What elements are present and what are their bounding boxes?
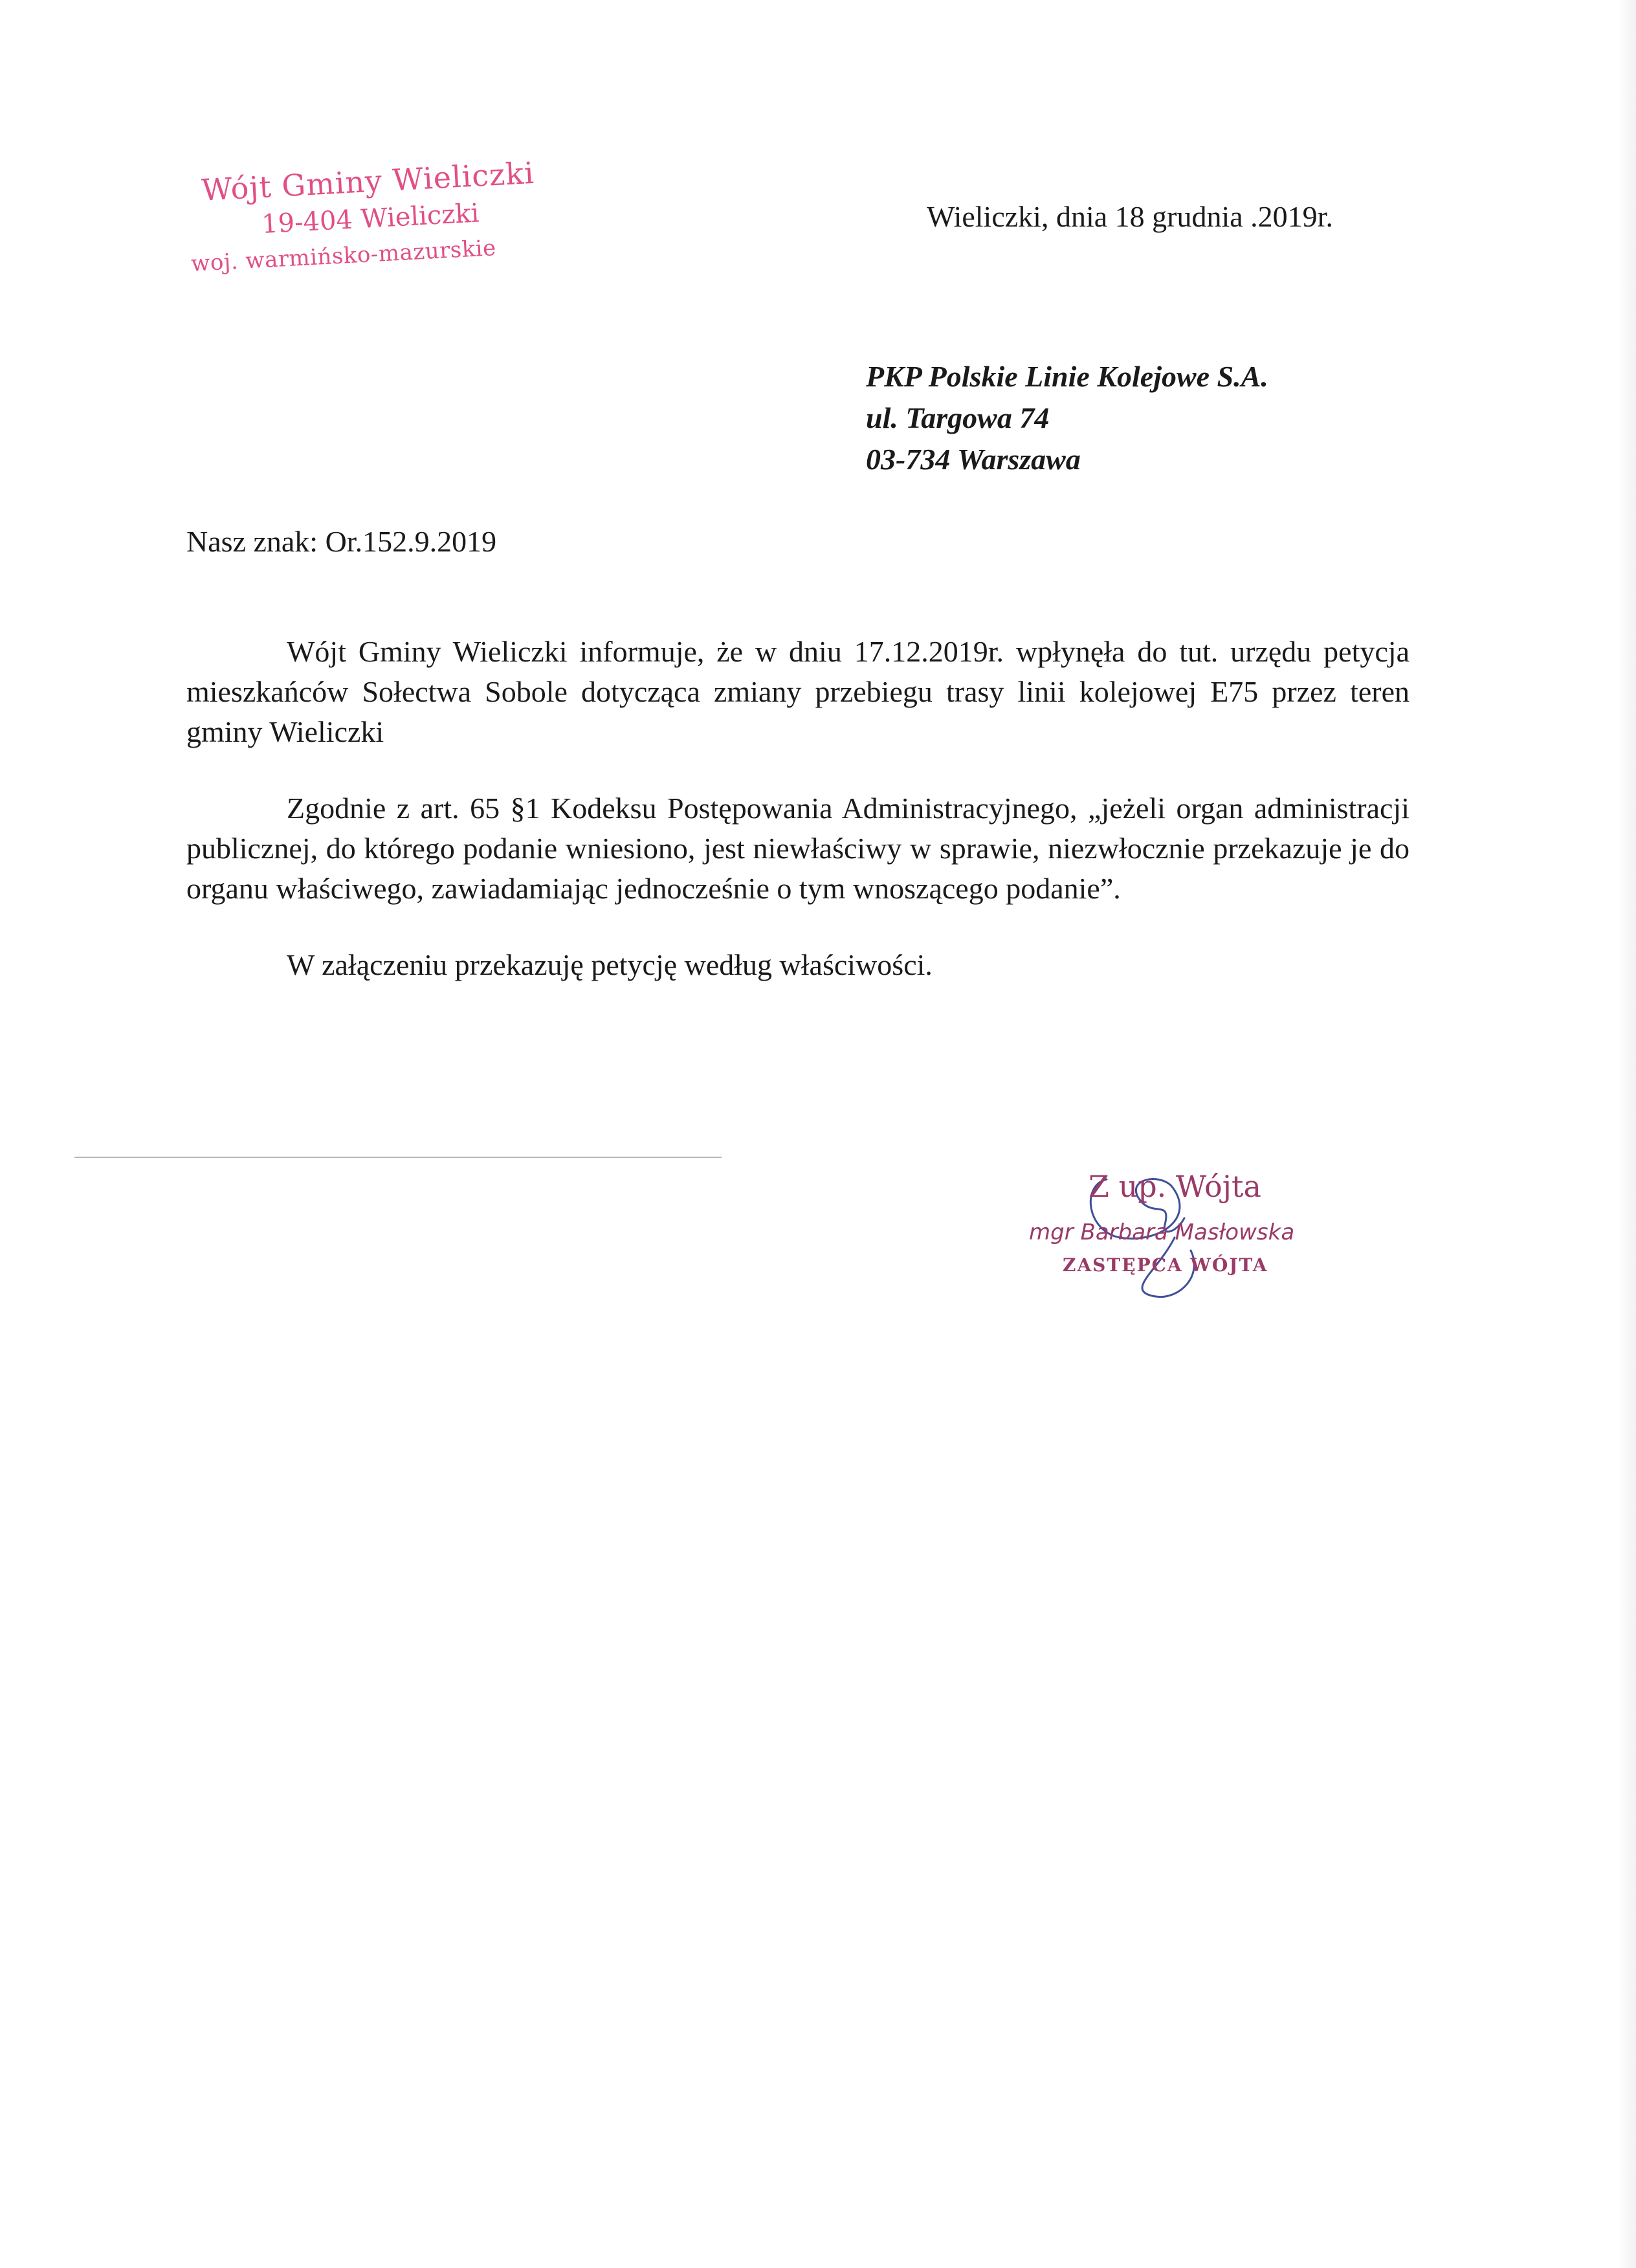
reference-number: Nasz znak: Or.152.9.2019 bbox=[186, 525, 497, 558]
letter-body bbox=[186, 632, 1409, 1021]
stamp-line-postcode: 19-404 Wieliczki bbox=[261, 198, 480, 239]
divider-line bbox=[74, 1157, 722, 1158]
recipient-address bbox=[866, 356, 1268, 480]
paragraph-legal-basis: Zgodnie z art. 65 §1 Kodeksu Postępowania Administracyjnego, „jeżeli organ administracji publicznej, do którego podanie wniesiono, jest niewłaściwy w sprawie, niezwłocznie przekazuje je do organu właściwego, zawiadamiając jednocześnie o tym wnoszącego podanie”. bbox=[186, 792, 1409, 905]
recipient-street: ul. Targowa 74 bbox=[866, 401, 1050, 434]
stamp-line-office: Wójt Gminy Wieliczki bbox=[200, 155, 536, 208]
recipient-name: PKP Polskie Linie Kolejowe S.A. bbox=[866, 360, 1268, 393]
signature-authority: Z up. Wójta bbox=[1089, 1169, 1261, 1204]
recipient-city: 03-734 Warszawa bbox=[866, 443, 1081, 476]
letter-date: Wieliczki, dnia 18 grudnia .2019r. bbox=[927, 200, 1333, 233]
signature-name: mgr Barbara Masłowska bbox=[1029, 1219, 1295, 1245]
signature-stamp bbox=[1010, 1160, 1346, 1315]
stamp-line-voivodeship: woj. warmińsko-mazurskie bbox=[190, 235, 497, 277]
office-stamp bbox=[186, 153, 581, 303]
paragraph-attachment: W załączeniu przekazuję petycję według właściwości. bbox=[287, 948, 933, 981]
scan-edge bbox=[1618, 0, 1636, 2268]
signature-title: ZASTĘPCA WÓJTA bbox=[1063, 1254, 1268, 1276]
paragraph-information: Wójt Gminy Wieliczki informuje, że w dniu 17.12.2019r. wpłynęła do tut. urzędu petycja mieszkańców Sołectwa Sobole dotycząca zmiany przebiegu trasy linii kolejowej E75 przez teren gminy Wieliczki bbox=[186, 635, 1409, 748]
